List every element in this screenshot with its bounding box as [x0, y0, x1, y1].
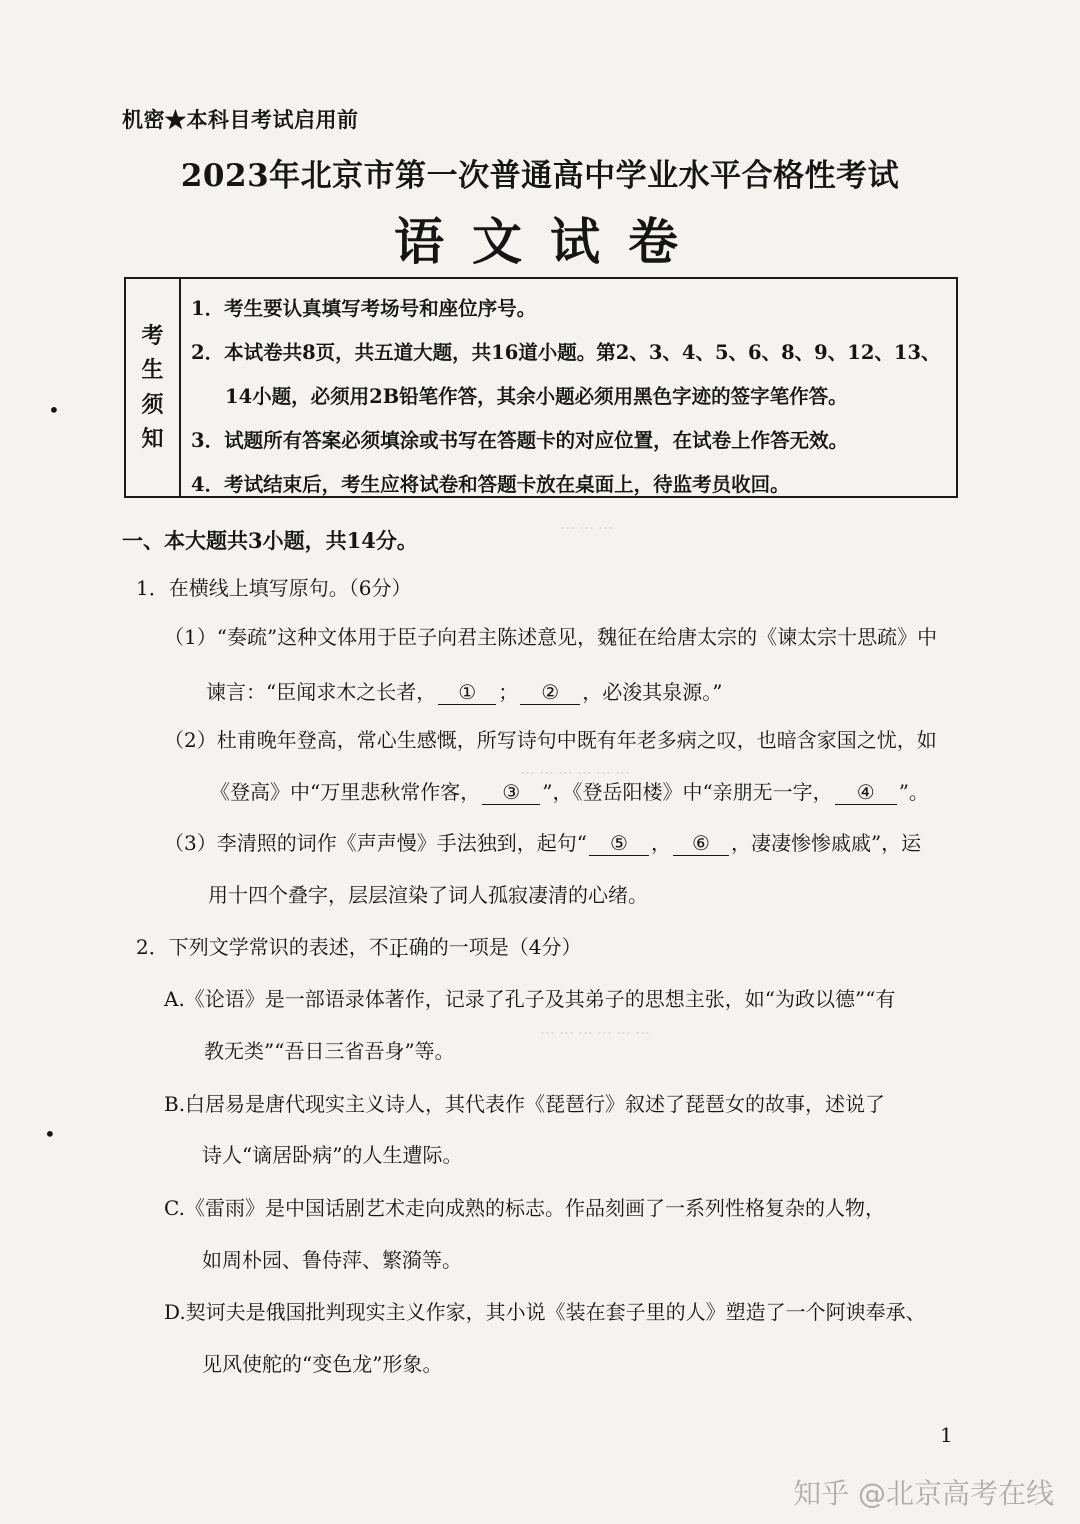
notice-items — [181, 279, 956, 496]
option-a-line2[interactable]: 教无类”“吾日三省吾身”等。 — [204, 1039, 455, 1063]
option-d-line1[interactable]: D.契诃夫是俄国批判现实主义作家，其小说《装在套子里的人》塑造了一个阿谀奉承、 — [164, 1300, 926, 1324]
question-2-stem — [136, 932, 581, 962]
q1-part2-text: ”。 — [898, 780, 929, 804]
notice-label-char: 须 — [141, 391, 164, 418]
candidate-notice-box — [124, 277, 958, 498]
bleed-through-text: ……………… — [540, 1020, 654, 1038]
confidential-label: 机密★本科目考试启用前 — [122, 107, 359, 132]
q1-part3-text: ， — [650, 831, 671, 855]
q1-part3-line2: 用十四个叠字，层层渲染了词人孤寂凄清的心绪。 — [208, 883, 648, 907]
q1-part1-line2 — [206, 677, 722, 707]
answer-blank-5[interactable]: ⑤ — [589, 831, 649, 856]
notice-item: 3．试题所有答案必须填涂或书写在答题卡的对应位置，在试卷上作答无效。 — [191, 429, 849, 452]
q1-part1-text: ； — [498, 680, 519, 704]
answer-blank-4[interactable]: ④ — [835, 780, 897, 805]
notice-item: 4．考试结束后，考生应将试卷和答题卡放在桌面上，待监考员收回。 — [191, 473, 790, 496]
q1-part2-text: ”，《登岳阳楼》中“亲朋无一字， — [542, 780, 833, 804]
q1-part1-text: ，必浚其泉源。” — [582, 680, 723, 704]
answer-blank-1[interactable]: ① — [438, 680, 496, 705]
answer-blank-3[interactable]: ③ — [482, 780, 540, 805]
option-c-line1[interactable]: C.《雷雨》是中国话剧艺术走向成熟的标志。作品刻画了一系列性格复杂的人物， — [164, 1196, 885, 1220]
q1-part3-line1 — [164, 828, 921, 858]
q2-stem-text: 的一项是（4分） — [428, 935, 582, 959]
option-d-line2[interactable]: 见风使舵的“变色龙”形象。 — [202, 1352, 443, 1376]
q1-part2-line1: （2）杜甫晚年登高，常心生感慨，所写诗句中既有年老多病之叹，也暗含家国之忧，如 — [164, 728, 937, 752]
q1-part3-text: （3）李清照的词作《声声慢》手法独到，起句“ — [164, 831, 587, 855]
notice-item: 14小题，必须用2B铅笔作答，其余小题必须用黑色字迹的签字笔作答。 — [225, 385, 848, 408]
notice-label-char: 生 — [141, 357, 164, 384]
section-heading: 一、本大题共3小题，共14分。 — [122, 528, 418, 553]
bleed-through-text: ……………… — [520, 760, 634, 778]
notice-label — [126, 279, 181, 496]
platform-watermark — [793, 1472, 1054, 1512]
notice-label-char: 知 — [141, 425, 164, 452]
q1-part2-text: 《登高》中“万里悲秋常作客， — [210, 780, 481, 804]
q1-part1-line1: （1）“奏疏”这种文体用于臣子向君主陈述意见，魏征在给唐太宗的《谏太宗十思疏》中 — [164, 625, 938, 649]
scan-speck: • — [44, 1122, 56, 1146]
option-c-line2[interactable]: 如周朴园、鲁侍萍、繁漪等。 — [202, 1248, 462, 1272]
q2-stem-text: 2．下列文学常识的表述， — [136, 935, 369, 959]
page-number: 1 — [940, 1423, 953, 1447]
q2-emphasis-text: 不正确 — [368, 935, 429, 959]
notice-label-char: 考 — [141, 323, 164, 350]
answer-blank-6[interactable]: ⑥ — [673, 831, 729, 856]
notice-item: 2．本试卷共8页，共五道大题，共16道小题。第2、3、4、5、6、8、9、12、13、 — [191, 341, 941, 364]
watermark-text: 知乎 @北京高考在线 — [793, 1477, 1054, 1510]
option-b-line2[interactable]: 诗人“谪居卧病”的人生遭际。 — [202, 1143, 463, 1167]
exam-title: 2023年北京市第一次普通高中学业水平合格性考试 — [180, 158, 900, 194]
option-b-line1[interactable]: B.白居易是唐代现实主义诗人，其代表作《琵琶行》叙述了琵琶女的故事，述说了 — [164, 1092, 886, 1116]
notice-item: 1．考生要认真填写考场号和座位序号。 — [191, 297, 537, 320]
q1-part3-text: ，凄凄惨惨戚戚”，运 — [730, 831, 922, 855]
q1-part2-line2 — [210, 777, 929, 807]
subject-title: 语文试卷 — [394, 212, 706, 271]
option-a-line1[interactable]: A.《论语》是一部语录体著作，记录了孔子及其弟子的思想主张，如“为政以德”“有 — [164, 987, 896, 1011]
answer-blank-2[interactable]: ② — [520, 680, 580, 705]
question-1-stem: 1．在横线上填写原句。（6分） — [136, 576, 412, 600]
bleed-through-text: ……… — [560, 515, 617, 533]
q1-part1-text: 谏言：“臣闻求木之长者， — [206, 680, 437, 704]
scan-speck: • — [48, 398, 60, 422]
